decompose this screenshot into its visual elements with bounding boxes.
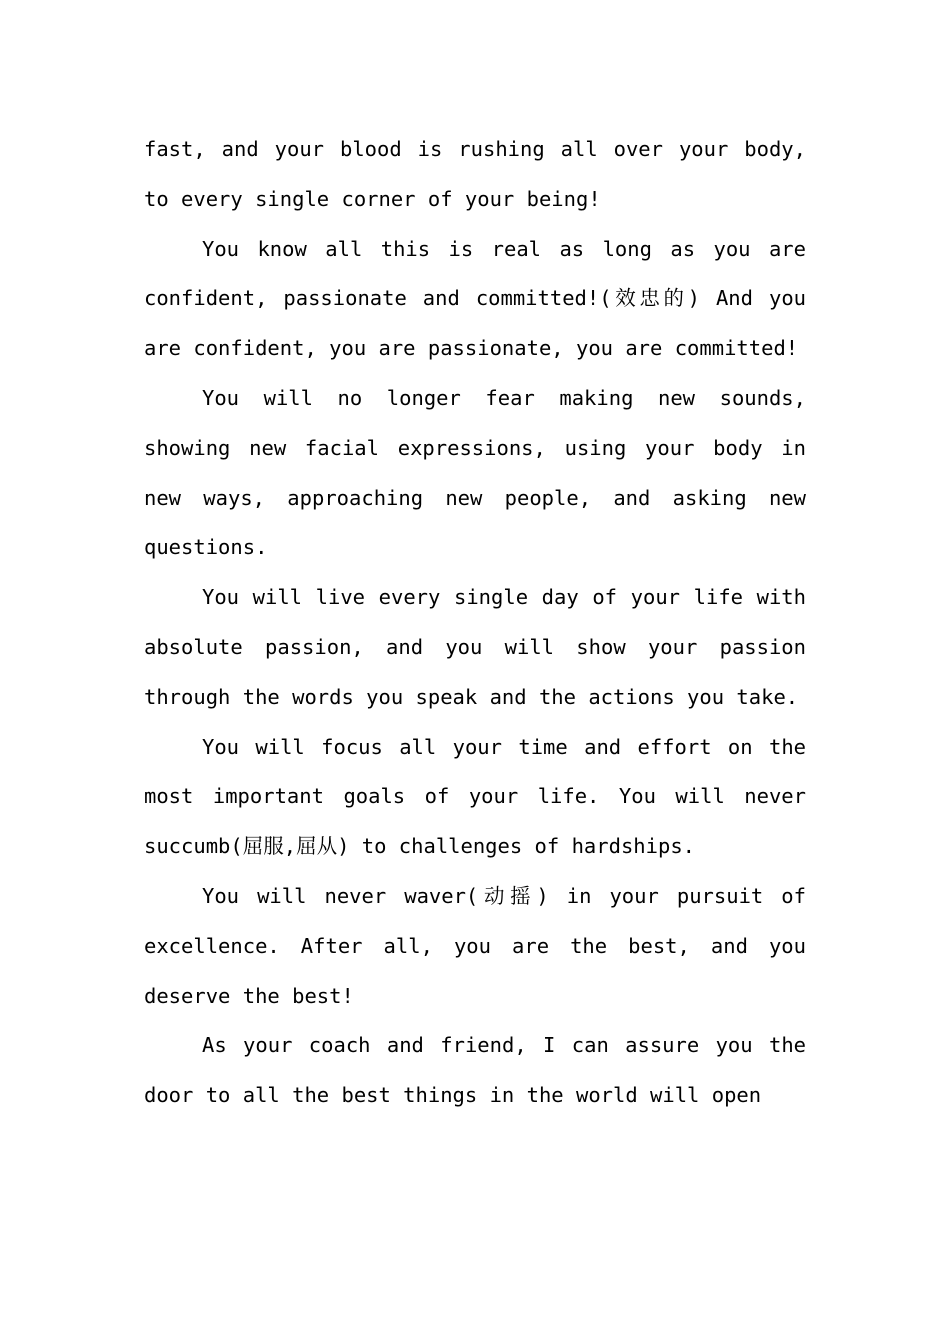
paragraph-5: You will focus all your time and effort on the most important goals of your life. You will never succumb(屈服,屈从) to challenges of hardships. [144,734,806,859]
paragraph-7: As your coach and friend, I can assure you the door to all the best things in the world will open [144,1033,806,1108]
paragraph-6: You will never waver(动摇) in your pursuit of excellence. After all, you are the best, and you deserve the best! [144,883,806,1008]
paragraph-3: You will no longer fear making new sounds, showing new facial expressions, using your body in new ways, approaching new people, and asking new questions. [144,385,806,560]
document-body [144,125,806,1121]
paragraph-4: You will live every single day of your life with absolute passion, and you will show your passion through the words you speak and the actions you take. [144,585,806,709]
paragraph-1: fast, and your blood is rushing all over your body, to every single corner of your being! [144,137,806,211]
paragraph-2: You know all this is real as long as you are confident, passionate and committed!(效忠的) And you are confident, you are passionate, you are committed! [144,236,806,361]
